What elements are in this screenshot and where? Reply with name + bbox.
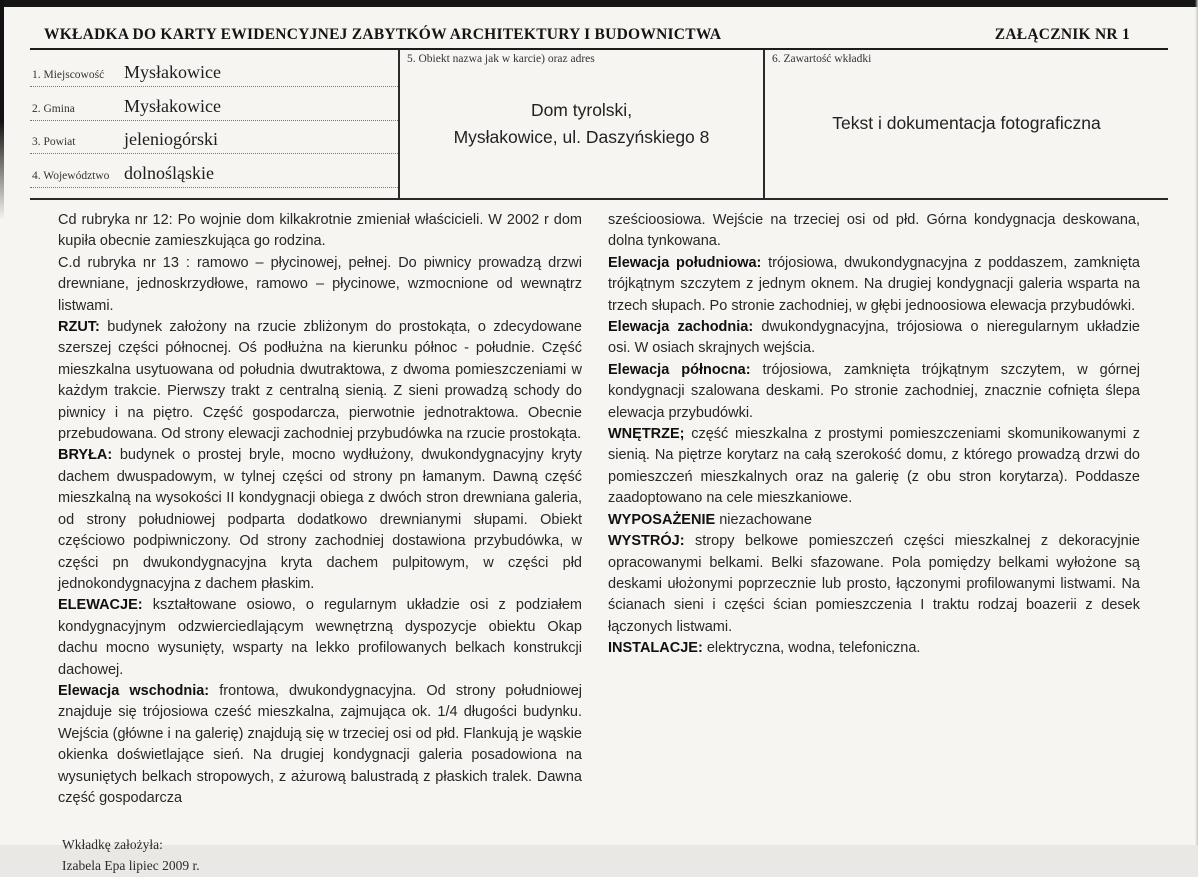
body-column-right [608, 210, 1140, 809]
section-keyword: Elewacja zachodnia: [608, 319, 754, 336]
field-label: 4. Województwo [32, 169, 110, 182]
content-cell-label: 6. Zawartość wkładki [772, 53, 872, 65]
body-paragraph: ELEWACJE: kształtowane osiowo, o regularnym układzie osi z podziałem kondygnacyjnym odzwierciedlającym wewnętrzną dyspozycje obiektu Okap dachu mocno wysunięty, wsparty na lekko profilowanych belkach konstrukcji dachowej. [58, 597, 582, 678]
body-paragraph: Elewacja zachodnia: dwukondygnacyjna, trójosiowa o nieregularnym układzie osi. W osiach skrajnych wejścia. [608, 319, 1140, 357]
field-label: 3. Powiat [32, 136, 76, 149]
field-wojewodztwo [30, 163, 398, 188]
section-keyword: ELEWACJE: [58, 597, 143, 614]
location-fields-column [30, 50, 398, 198]
object-name-cell [398, 50, 763, 198]
object-name-value [400, 65, 763, 198]
field-value: dolnośląskie [124, 162, 214, 183]
content-cell-value: Tekst i dokumentacja fotograficzna [832, 113, 1101, 134]
field-powiat [30, 129, 398, 154]
object-name-line1: Dom tyrolski, [530, 100, 633, 121]
body-paragraph: Elewacja wschodnia: frontowa, dwukondygnacyjna. Od strony południowej znajduje się trójosiowa cześć mieszkalna, zajmująca ok. 1/4 długości budynku. Wejścia (główne i na galerię) znajdują się w trzeciej osi od płd. Flankują je wąskie okienka doświetlające sień. Na drugiej kondygnacji galeria posadowiona na wysuniętych belkach stropowych, z ażurową balustradą z płaskich tralek. Dawna część gospodarcza [58, 682, 582, 806]
section-keyword: Elewacja wschodnia: [58, 682, 210, 699]
field-gmina [30, 96, 398, 121]
body-paragraph: RZUT: budynek założony na rzucie zbliżonym do prostokąta, o zdecydowane szerszej części północnej. Oś podłużna na kierunku północ - południe. Część mieszkalna usytuowana od południa dwutraktowa, z dwoma pomieszczeniami w każdym trakcie. Pierwszy trakt z centralną sienią. Z sieni prowadzą schody do piwnicy i na piętro. Część gospodarcza, pierwotnie jednotraktowa. Obecnie przebudowana. Od strony elewacji zachodniej przybudówka na rzucie prostokąta. [58, 319, 582, 443]
section-keyword: WNĘTRZE; [608, 426, 685, 443]
insert-content-cell [763, 50, 1168, 198]
object-name-line2: Mysłakowice, ul. Daszyńskiego 8 [453, 126, 710, 147]
field-value: Mysłakowice [124, 62, 221, 83]
section-keyword: BRYŁA: [58, 447, 113, 464]
body-paragraph: Cd rubryka nr 12: Po wojnie dom kilkakrotnie zmieniał właścicieli. W 2002 r dom kupiła obecnie zamieszkująca go rodzina. [58, 212, 582, 250]
body-paragraph: INSTALACJE: elektryczna, wodna, telefoniczna. [608, 640, 921, 657]
section-keyword: RZUT: [58, 319, 100, 336]
body-paragraph: C.d rubryka nr 13 : ramowo – płycinowej, pełnej. Do piwnicy prowadzą drzwi drewniane, jednoskrzydłowe, ramowo – płycinowe, wzmocnione od wewnątrz listwami. [58, 254, 582, 314]
field-miejscowosc [30, 62, 398, 87]
field-label: 2. Gmina [32, 102, 75, 115]
section-keyword: Elewacja południowa: [608, 254, 762, 271]
object-cell-label: 5. Obiekt nazwa jak w karcie) oraz adres [407, 53, 595, 65]
body-paragraph: sześcioosiowa. Wejście na trzeciej osi od płd. Górna kondygnacja deskowana, dolna tynkowana. [608, 212, 1140, 250]
section-keyword: WYSTRÓJ: [608, 533, 685, 550]
title-band [30, 0, 1168, 50]
section-keyword: INSTALACJE: [608, 640, 703, 657]
body-paragraph: WYSTRÓJ: stropy belkowe pomieszczeń części mieszkalnej z dekoracyjnie opracowanymi belkami. Belki sfazowane. Pola pomiędzy belkami wyłożone są deskami ułożonymi poprzecznie lub prosto, łączonymi profilowanymi listwami. Na ścianach sieni i części ścian pomieszczenia I traktu rodzaj boazerii z desek łączonych listwami. [608, 533, 1141, 635]
body-paragraph: WNĘTRZE; część mieszkalna z prostymi pomieszczeniami skomunikowanymi z sienią. Na piętrze korytarz na całą szerokość domu, z którego prowadzą drzwi do pomieszczeń mieszkalnych oraz na galerię (z obu stron korytarza). Poddasze zaadoptowano na cele mieszkaniowe. [608, 426, 1141, 507]
field-label: 1. Miejscowość [32, 69, 105, 82]
body-paragraph: Elewacja południowa: trójosiowa, dwukondygnacyjna z poddaszem, zamknięta trójkątnym szczytem z jednym oknem. Na drugiej kondygnacji galeria wsparta na trzech słupach. Po stronie zachodniej, w głębi jednoosiowa elewacja przybudówki. [608, 254, 1140, 314]
field-value: jeleniogórski [124, 129, 218, 150]
section-keyword: Elewacja północna: [608, 361, 751, 378]
document-title: WKŁADKA DO KARTY EWIDENCYJNEJ ZABYTKÓW ARCHITEKTURY I BUDOWNICTWA [44, 26, 722, 43]
footer-signature [62, 835, 1168, 877]
attachment-label: ZAŁĄCZNIK NR 1 [994, 26, 1130, 43]
body-column-left [58, 210, 582, 809]
body-paragraph: BRYŁA: budynek o prostej bryle, mocno wydłużony, dwukondygnacyjny kryty dachem dwuspadowym, w tylnej części od strony pn łamanym. Dawną część mieszkalną na wysokości II kondygnacji obiega z dwóch stron drewniana galeria, od strony południowej podparta dodatkowo drewnianymi słupami. Obiekt częściowo podpiwniczony. Od strony zachodniej dostawiona przybudówka, w części pn dwukondygnacyjna kryta dachem pulpitowym, w części płd jednokondygnacyjna z dachem płaskim. [58, 447, 582, 592]
body-paragraph: WYPOSAŻENIE niezachowane [608, 511, 812, 528]
footer-line2: Izabela Epa lipiec 2009 r. [62, 858, 200, 874]
field-value: Mysłakowice [124, 95, 221, 116]
header-info-table [30, 50, 1168, 200]
typed-body [30, 200, 1168, 809]
body-paragraph: Elewacja północna: trójosiowa, zamknięta trójkątnym szczytem, w górnej kondygnacji szalowana deskami. Po stronie zachodniej, znacznie cofnięta ślepa elewacja przybudówki. [608, 361, 1140, 421]
footer-line1: Wkładkę założyła: [62, 837, 163, 853]
section-keyword: WYPOSAŻENIE [608, 511, 716, 528]
